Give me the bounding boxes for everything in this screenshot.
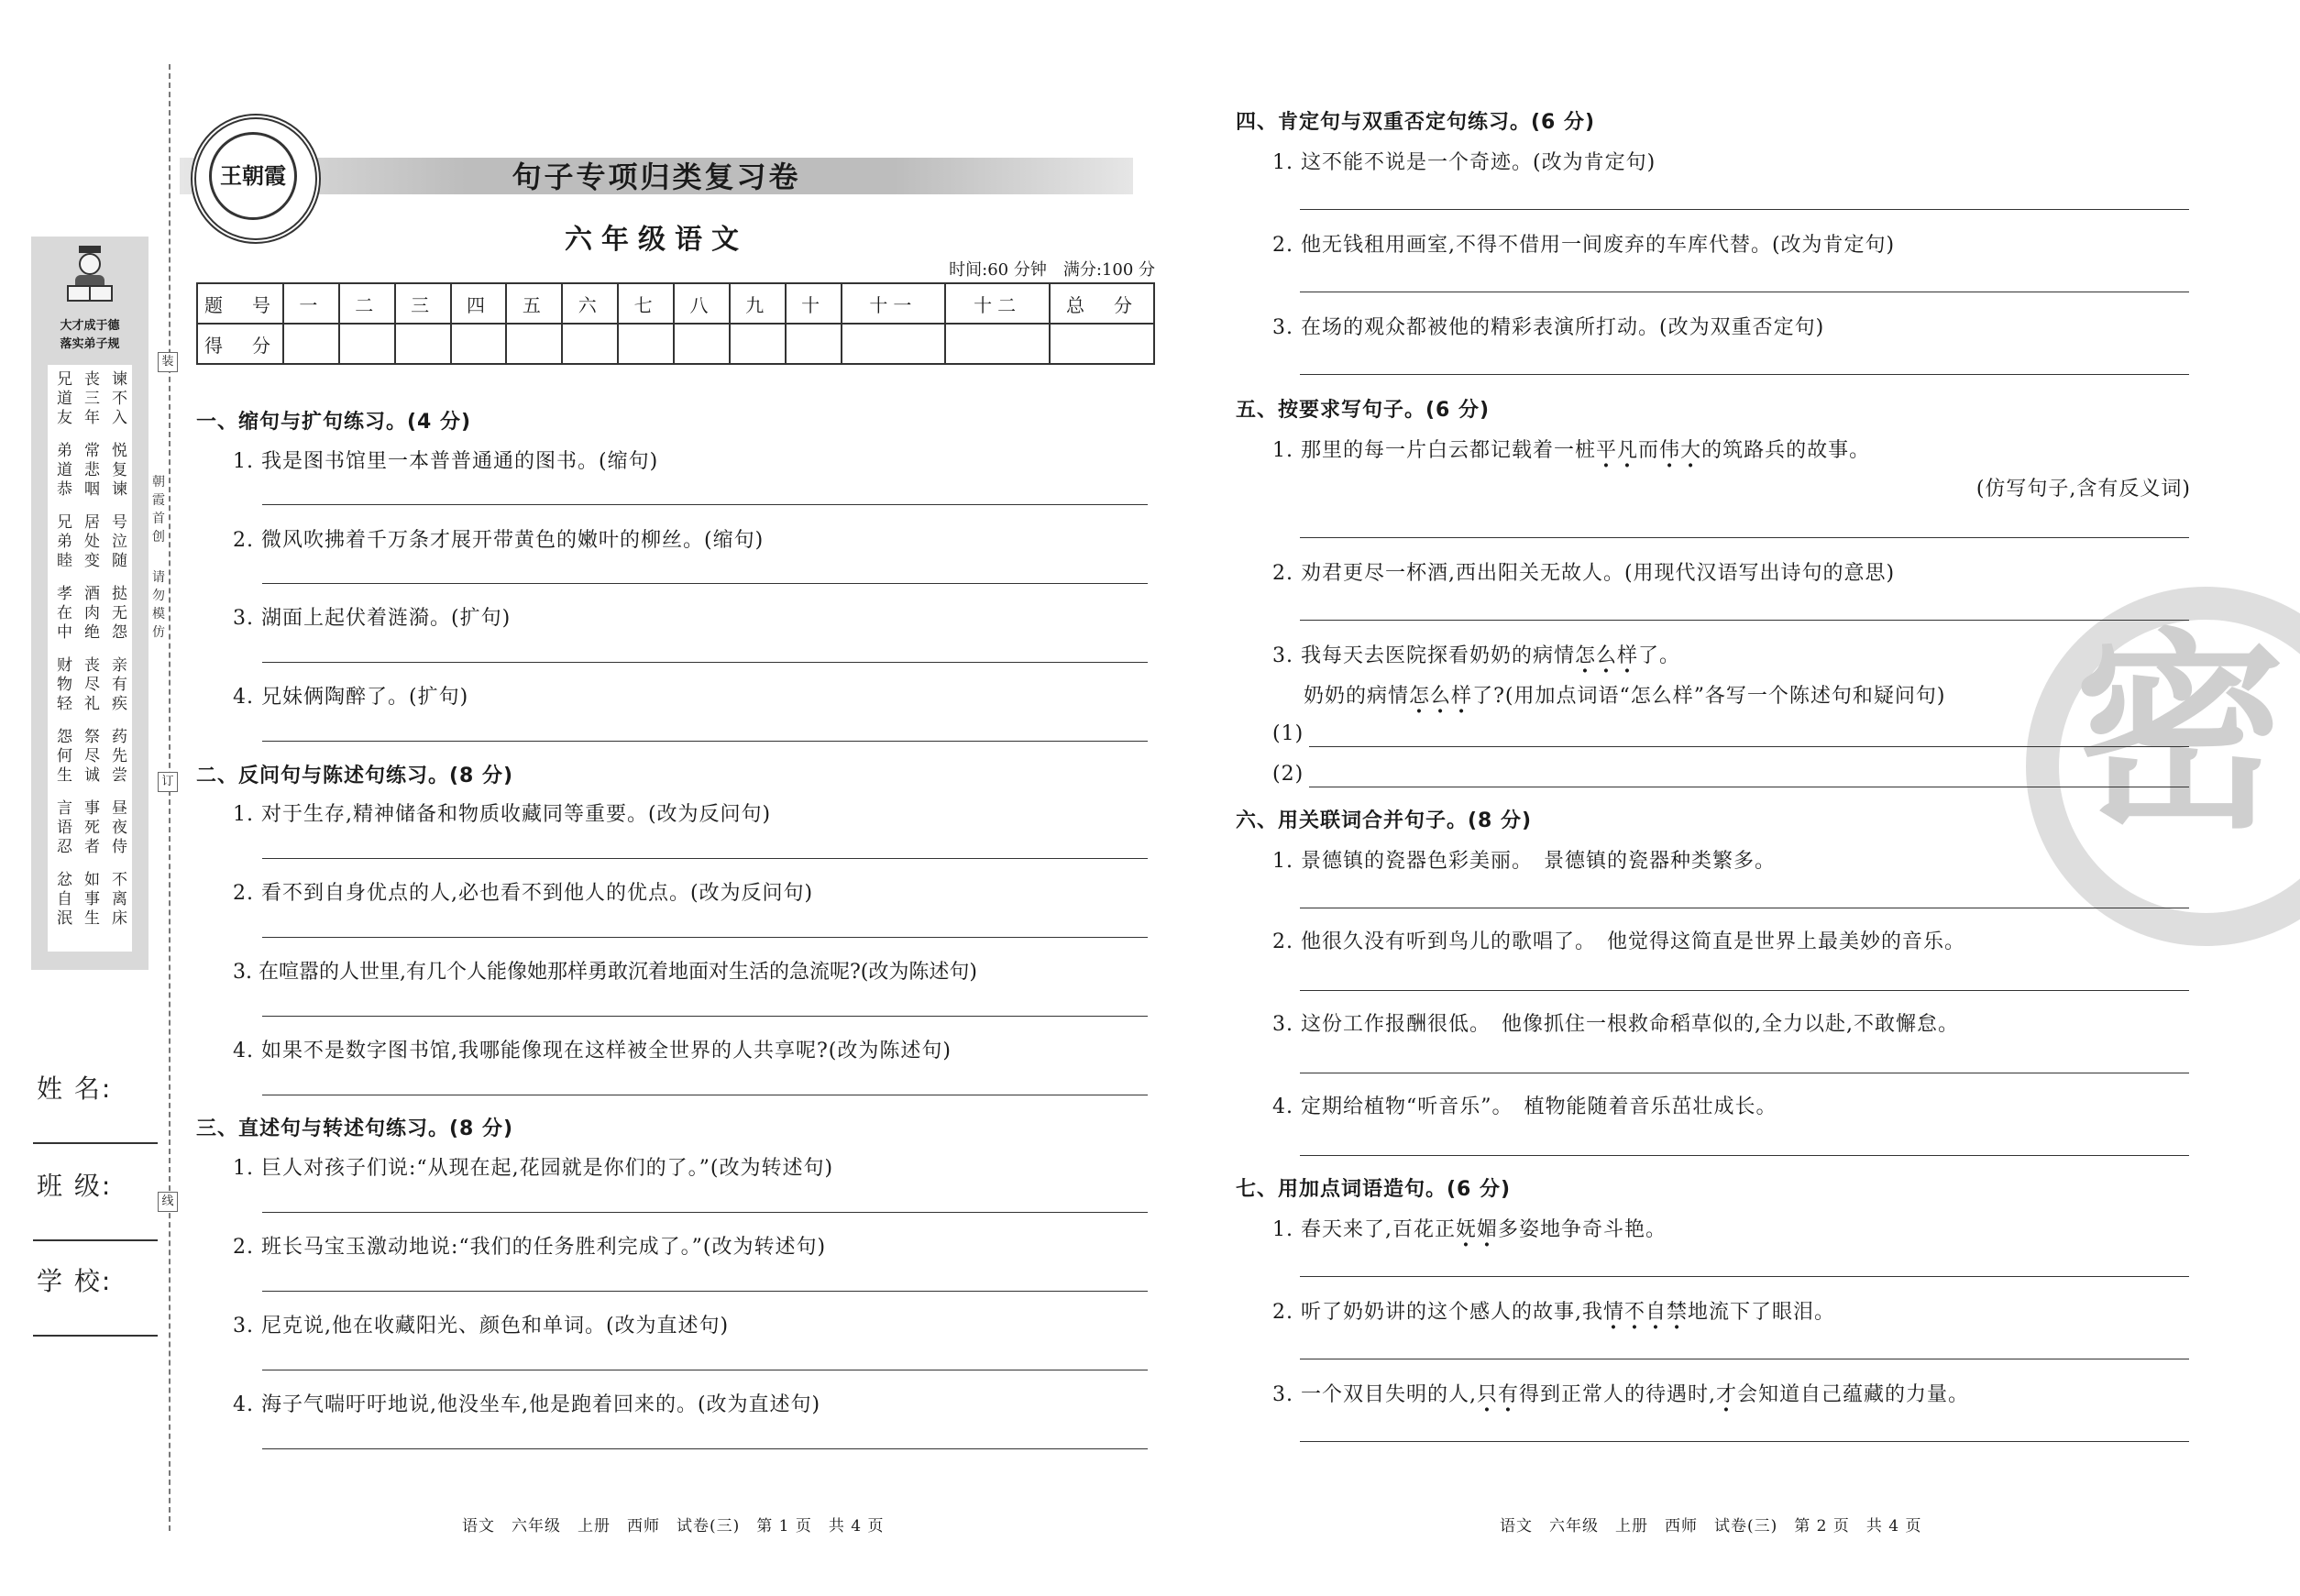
score-header-cell: 十一 [842,283,946,324]
poem-column: 药先尝 [112,728,127,785]
score-cell[interactable] [618,324,674,364]
score-cell[interactable] [506,324,562,364]
poem-column: 酒肉绝 [84,585,100,642]
score-header-cell: 四 [451,283,507,324]
s5-q1-dotted-3: 伟 [1659,439,1681,462]
s3-question-3: 3. 尼克说,他在收藏阳光、颜色和单词。(改为直述句) [233,1315,730,1337]
score-header-cell: 五 [506,283,562,324]
score-cell[interactable] [674,324,730,364]
section-1-title: 一、缩句与扩句练习。(4 分) [196,411,472,434]
class-field[interactable] [33,1239,158,1241]
motto-line-2: 落实弟子规 [60,337,120,351]
class-label: 班 级: [37,1171,113,1201]
s3-question-4: 4. 海子气喘吁吁地说,他没坐车,他是跑着回来的。(改为直述句) [233,1393,821,1416]
poem-column: 祭尽诚 [84,728,100,785]
poem-column: 忿自泯 [57,871,72,928]
s6-question-3: 3. 这份工作报酬很低。 他像抓住一根救命稻草似的,全力以赴,不敢懈怠。 [1272,1013,1959,1036]
s1-question-1: 1. 我是图书馆里一本普普通通的图书。(缩句) [233,450,659,473]
score-cell[interactable] [730,324,786,364]
s2-question-4: 4. 如果不是数字图书馆,我哪能像现在这样被全世界的人共享呢?(改为陈述句) [233,1040,952,1062]
section-5-title: 五、按要求写句子。(6 分) [1236,399,1491,422]
score-cell[interactable] [842,324,946,364]
poem-column: 弟道恭 [57,442,72,499]
side-motto [39,317,141,354]
score-cell[interactable] [451,324,507,364]
s1-answer-line-2[interactable] [262,583,1148,584]
score-cell[interactable] [1050,324,1154,364]
score-header-cell: 六 [562,283,618,324]
side-note-1 [149,473,169,546]
s2-question-2: 2. 看不到自身优点的人,必也看不到他人的优点。(改为反问句) [233,882,814,905]
s6-answer-line-2[interactable] [1300,990,2189,991]
s4-answer-line-3[interactable] [1300,374,2189,375]
page-title: 句子专项归类复习卷 [512,160,801,194]
poem-column: 谏不入 [112,370,127,427]
s1-question-4: 4. 兄妹俩陶醉了。(扩句) [233,686,469,709]
s3-question-2: 2. 班长马宝玉激动地说:“我们的任务胜利完成了。”(改为转述句) [233,1236,827,1259]
s6-question-2: 2. 他很久没有听到鸟儿的歌唱了。 他觉得这简直是世界上最美妙的音乐。 [1272,930,1965,953]
s5-question-1 [1272,435,1870,463]
school-field[interactable] [33,1335,158,1337]
binding-mark-2: 订 [158,772,178,792]
score-header-row [197,283,1154,324]
s7-q2-dotted-3: 自 [1645,1301,1667,1324]
score-cell[interactable] [283,324,339,364]
name-field[interactable] [33,1142,158,1144]
section-6-title: 六、用关联词合并句子。(8 分) [1236,809,1533,832]
score-cell[interactable] [786,324,842,364]
s7-q1-text-a: 1. 春天来了,百花正 [1272,1218,1456,1241]
poem-column: 兄弟睦 [57,513,72,570]
s5-q1-dotted-1: 平 [1596,439,1618,462]
time-info: 时间:60 分钟 满分:100 分 [949,260,1155,280]
s5-answer-label-2: (2) [1272,763,1304,786]
score-header-cell: 七 [618,283,674,324]
poem-column: 昼夜侍 [112,799,127,856]
score-row-label: 得 分 [197,324,283,364]
score-header-cell: 总 分 [1050,283,1154,324]
s7-answer-line-3[interactable] [1300,1441,2189,1442]
s5-answer-line-1[interactable] [1300,537,2189,538]
scholar-icon [62,244,117,315]
s6-question-4: 4. 定期给植物“听音乐”。 植物能随着音乐茁壮成长。 [1272,1095,1777,1118]
s3-answer-line-4[interactable] [262,1448,1148,1449]
score-header-cell: 九 [730,283,786,324]
score-cell[interactable] [339,324,395,364]
score-header-cell: 三 [395,283,451,324]
s1-answer-line-4[interactable] [262,741,1148,742]
page-subtitle: 六年级语文 [565,224,748,256]
s2-answer-line-3[interactable] [262,1016,1148,1017]
s3-answer-line-2[interactable] [262,1291,1148,1292]
score-header-cell: 十二 [945,283,1050,324]
poem-column: 悦复谏 [112,442,127,499]
s7-q2-text-a: 2. 听了奶奶讲的这个感人的故事,我 [1272,1301,1603,1324]
poem-column: 号泣随 [112,513,127,570]
s2-question-1: 1. 对于生存,精神储备和物质收藏同等重要。(改为反问句) [233,803,772,826]
s7-q1-dotted-2: 媚 [1477,1218,1499,1241]
side-note-2 [149,568,169,642]
score-cell[interactable] [945,324,1050,364]
s7-q2-text-b: 地流下了眼泪。 [1688,1301,1836,1324]
s5-q3-dotted-1: 怎 [1574,644,1596,667]
binding-dashed-line [169,64,171,1531]
s5-q1-dotted-4: 大 [1680,439,1702,462]
s5-q1-text-b: 的筑路兵的故事。 [1701,439,1871,462]
s3-answer-line-1[interactable] [262,1212,1148,1213]
section-3-title: 三、直述句与转述句练习。(8 分) [196,1117,514,1140]
s5-q3-dotted-4: 怎 [1409,685,1431,708]
s5-question-3 [1272,640,1680,668]
school-label: 学 校: [37,1266,113,1296]
poem-column: 丧三年 [84,370,100,427]
section-7-title: 七、用加点词语造句。(6 分) [1236,1178,1512,1201]
s4-answer-line-1[interactable] [1300,209,2189,210]
s7-q3-dotted-2: 有 [1498,1383,1520,1406]
s7-q2-dotted-4: 禁 [1667,1301,1689,1324]
motto-line-1: 大才成于德 [60,319,120,333]
s4-question-1: 1. 这不能不说是一个奇迹。(改为肯定句) [1272,151,1656,174]
score-row [197,324,1154,364]
poem-column: 挞无怨 [112,585,127,642]
s7-q3-text-a: 3. 一个双目失明的人, [1272,1383,1477,1406]
s4-question-2: 2. 他无钱租用画室,不得不借用一间废弃的车库代替。(改为肯定句) [1272,234,1896,257]
s7-q2-dotted-1: 情 [1602,1301,1624,1324]
s5-q3-dotted-6: 样 [1451,685,1473,708]
s5-q1-requirement: (仿写句子,含有反义词) [1975,478,2191,501]
s2-answer-line-1[interactable] [262,858,1148,859]
s7-q3-dotted-3: 才 [1716,1383,1738,1406]
s7-q1-dotted-1: 妩 [1455,1218,1477,1241]
footer-page-1: 语文 六年级 上册 西师 试卷(三) 第 1 页 共 4 页 [462,1517,885,1535]
score-header-cell: 八 [674,283,730,324]
s5-q3-dotted-2: 么 [1596,644,1618,667]
s5-q1-text-m: 而 [1638,439,1660,462]
poem-column: 亲有疾 [112,656,127,713]
footer-page-2: 语文 六年级 上册 西师 试卷(三) 第 2 页 共 4 页 [1500,1517,1922,1535]
s5-q3-text-a: 3. 我每天去医院探看奶奶的病情 [1272,644,1575,667]
s5-q3-dotted-3: 样 [1617,644,1639,667]
poem-column: 孝在中 [57,585,72,642]
s3-question-1: 1. 巨人对孩子们说:“从现在起,花园就是你们的了。”(改为转述句) [233,1157,834,1180]
s1-question-3: 3. 湖面上起伏着涟漪。(扩句) [233,607,512,630]
logo-text: 王朝霞 [209,132,297,220]
s6-answer-line-4[interactable] [1300,1155,2189,1156]
s7-question-2 [1272,1296,1835,1325]
s7-question-3 [1272,1379,1969,1407]
s1-answer-line-3[interactable] [262,662,1148,663]
s7-answer-line-1[interactable] [1300,1276,2189,1277]
s2-answer-line-2[interactable] [262,937,1148,938]
binding-mark-3: 线 [158,1192,178,1212]
s5-answer-label-1: (1) [1272,722,1304,745]
confidential-seal-text: 密 [2074,610,2285,857]
poem-column: 兄道友 [57,370,72,427]
poem-column: 常悲咽 [84,442,100,499]
poem-column: 丧尽礼 [84,656,100,713]
s7-question-1 [1272,1214,1667,1242]
poem-column: 如事生 [84,871,100,928]
s5-q1-text-a: 1. 那里的每一片白云都记载着一桩 [1272,439,1596,462]
score-cell[interactable] [562,324,618,364]
poem-column: 怨何生 [57,728,72,785]
s5-answer-line-3[interactable] [1309,746,2189,747]
poem-column: 居处变 [84,513,100,570]
poem-column: 不离床 [112,871,127,928]
name-label: 姓 名: [37,1073,113,1104]
s1-question-2: 2. 微风吹拂着千万条才展开带黄色的嫩叶的柳丝。(缩句) [233,529,765,552]
s7-q3-text-b: 得到正常人的待遇时, [1519,1383,1717,1406]
s4-question-3: 3. 在场的观众都被他的精彩表演所打动。(改为双重否定句) [1272,316,1825,339]
s5-q3-text-c: 奶奶的病情 [1304,685,1410,708]
poem-column: 财物轻 [57,656,72,713]
s7-q1-text-b: 多姿地争奇斗艳。 [1498,1218,1667,1241]
s5-q3-dotted-5: 么 [1430,685,1452,708]
s2-question-3: 3. 在喧嚣的人世里,有几个人能像她那样勇敢沉着地面对生活的急流呢?(改为陈述句) [233,961,977,984]
score-header-cell: 一 [283,283,339,324]
s5-q3-text-e: 了?(用加点词语“怎么样”各写一个陈述句和疑问句) [1472,685,1946,708]
section-4-title: 四、肯定句与双重否定句练习。(6 分) [1236,111,1596,134]
poem-column: 言语忍 [57,799,72,856]
s5-question-2: 2. 劝君更尽一杯酒,西出阳关无故人。(用现代汉语写出诗句的意思) [1272,562,1896,585]
score-cell[interactable] [395,324,451,364]
section-2-title: 二、反问句与陈述句练习。(8 分) [196,765,514,787]
s5-q1-dotted-2: 凡 [1617,439,1639,462]
s5-question-3-line-2 [1304,680,1946,709]
binding-mark-1: 装 [158,352,178,372]
score-header-cell: 十 [786,283,842,324]
score-table [196,282,1155,365]
s7-q3-dotted-1: 只 [1476,1383,1498,1406]
s5-answer-line-2[interactable] [1300,620,2189,621]
score-header-cell: 题 号 [197,283,283,324]
s7-q2-dotted-2: 不 [1624,1301,1646,1324]
poem-column: 事死者 [84,799,100,856]
side-note-2-text: 请勿模仿 [152,570,165,640]
side-note-1-text: 朝霞首创 [152,475,165,545]
s6-question-1: 1. 景德镇的瓷器色彩美丽。 景德镇的瓷器种类繁多。 [1272,850,1776,873]
s1-answer-line-1[interactable] [262,504,1148,505]
s7-q3-text-c: 会知道自己蕴藏的力量。 [1737,1383,1970,1406]
s5-q3-text-b: 了。 [1638,644,1681,667]
score-header-cell: 二 [339,283,395,324]
